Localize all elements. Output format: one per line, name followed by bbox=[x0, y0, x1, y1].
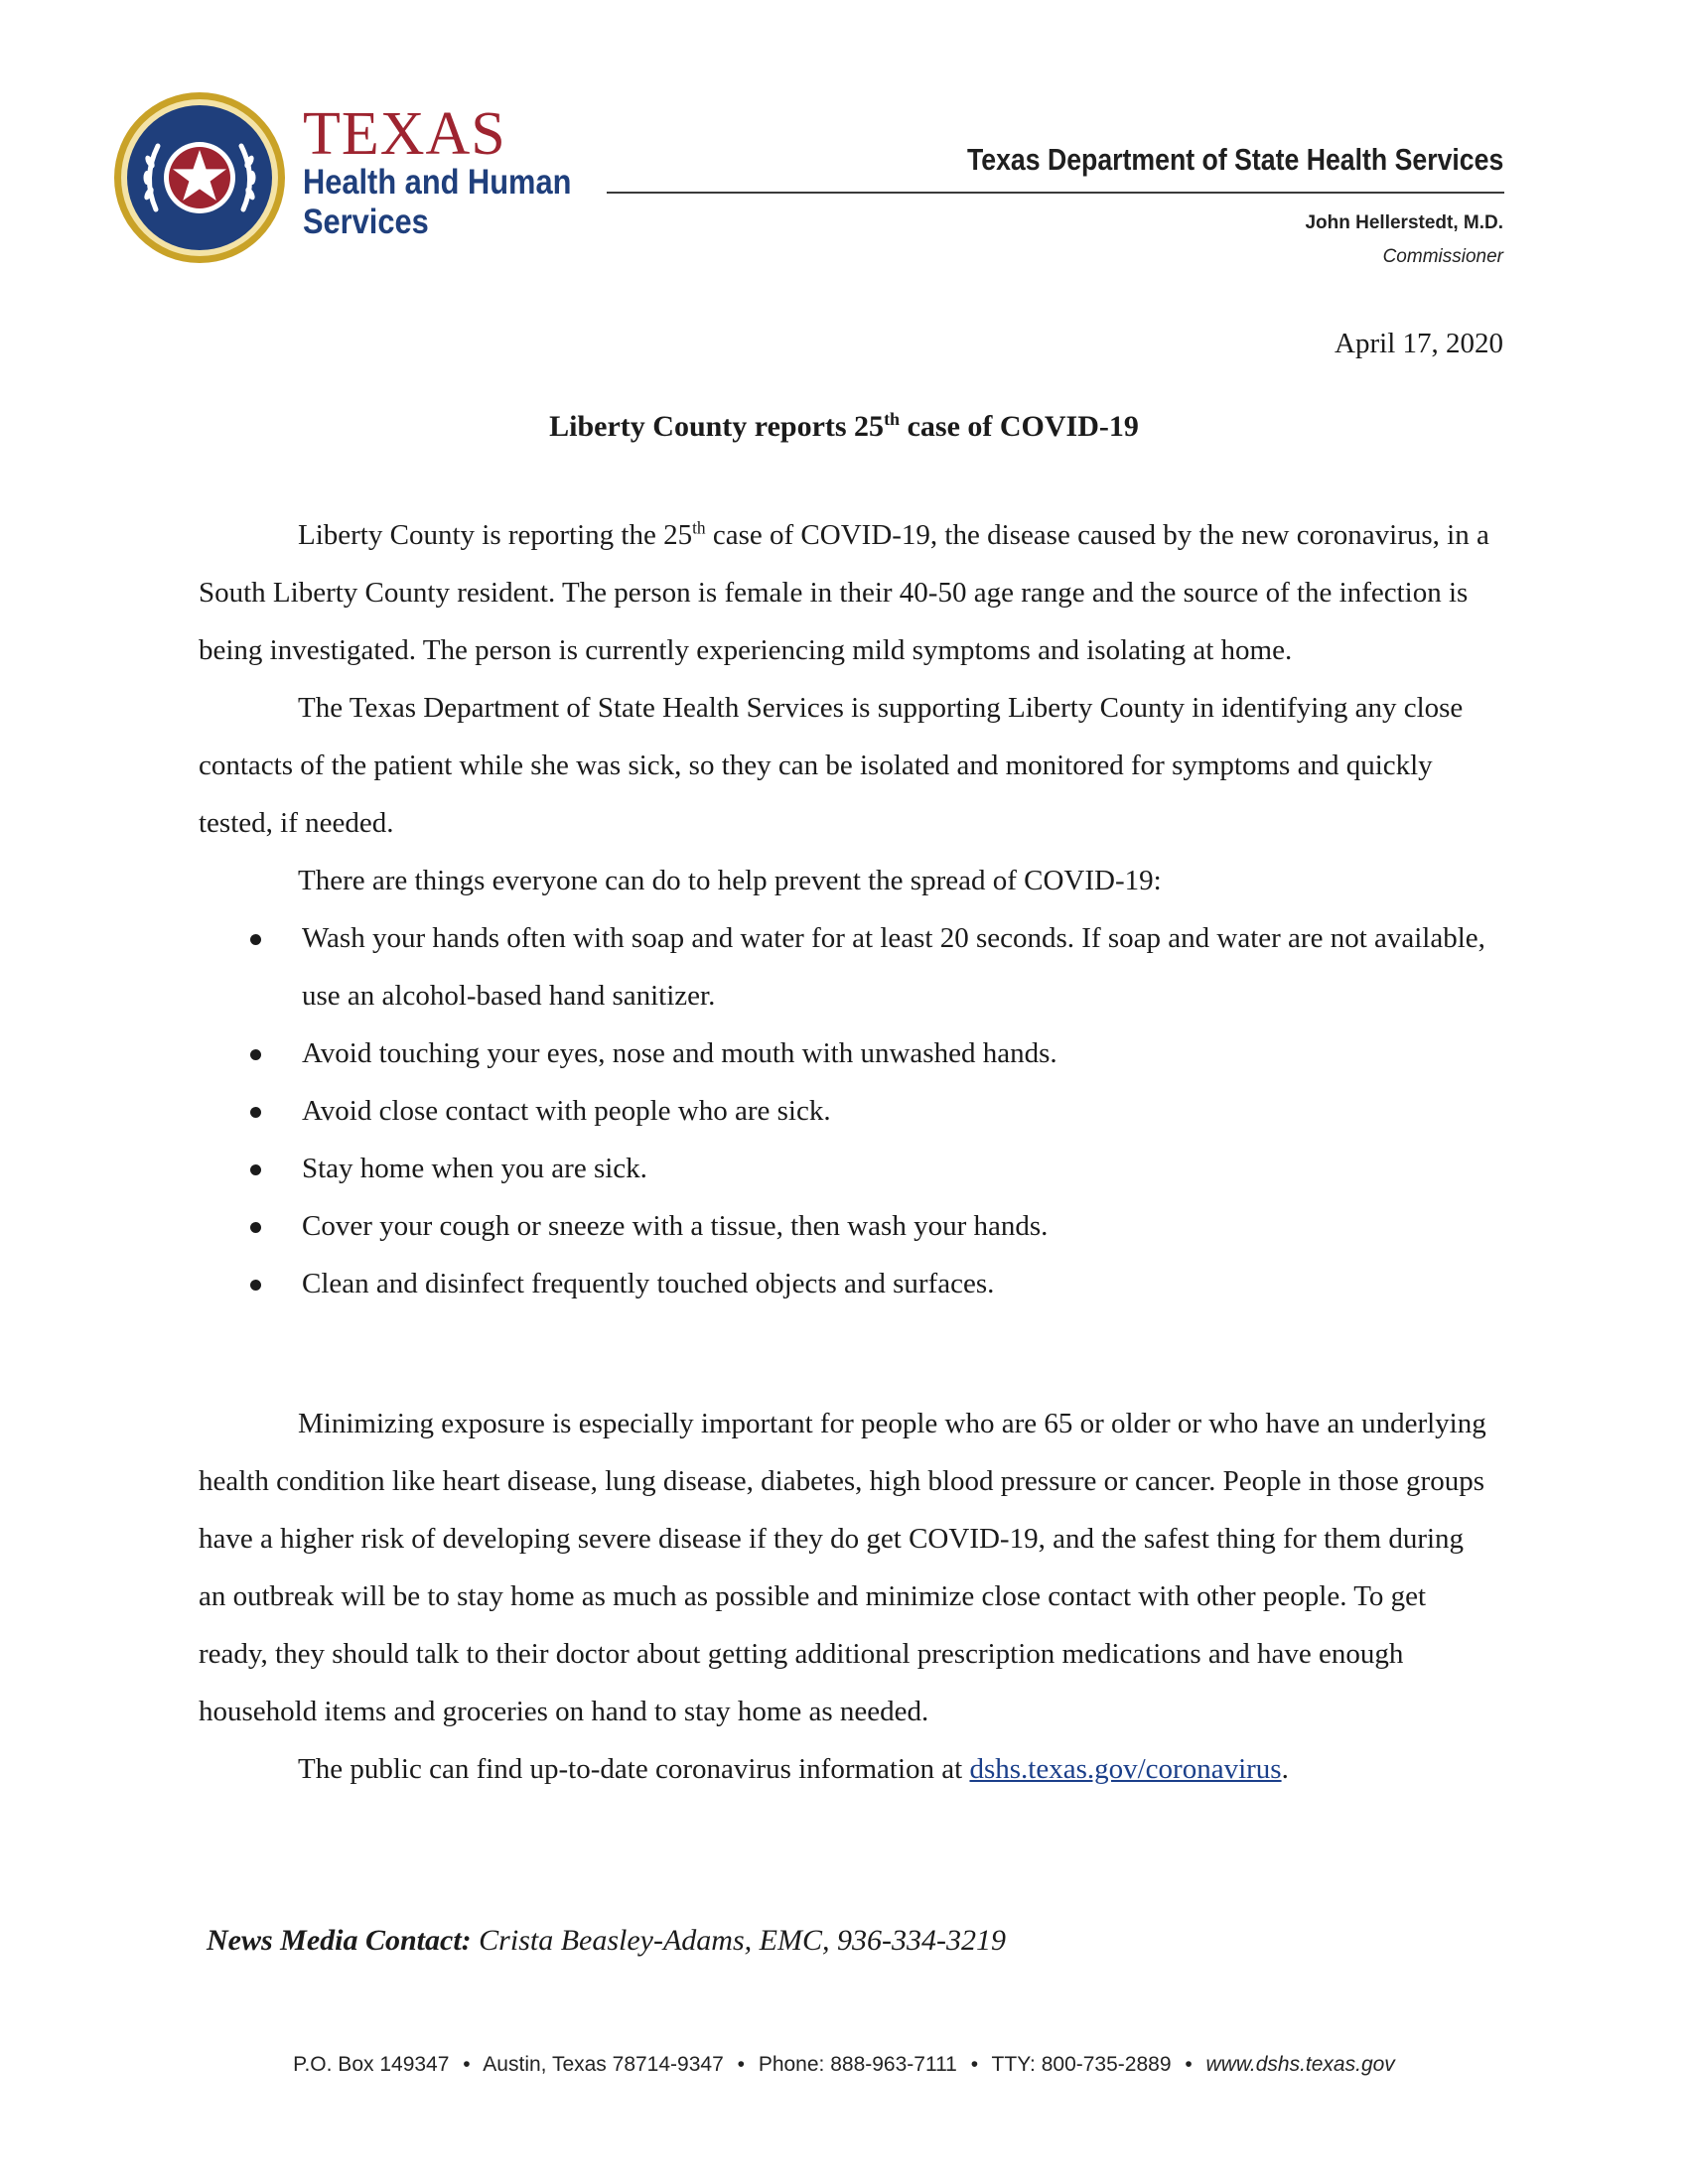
commissioner-name: John Hellerstedt, M.D. bbox=[1305, 212, 1503, 233]
body-section-2 bbox=[199, 1395, 1494, 1798]
headline bbox=[0, 410, 1688, 444]
more-info-text: The public can find up-to-date coronavirus information at bbox=[298, 1753, 970, 1785]
footer-separator: • bbox=[463, 2053, 471, 2076]
footer-separator: • bbox=[1185, 2053, 1193, 2076]
footer-tty: TTY: 800-735-2889 bbox=[991, 2053, 1172, 2076]
list-item-text: Avoid close contact with people who are sick. bbox=[302, 1095, 831, 1127]
logo-hhs-line2: Services bbox=[303, 203, 429, 241]
bullet-icon bbox=[250, 1280, 261, 1291]
list-item bbox=[199, 1140, 1494, 1197]
hhs-wordmark bbox=[303, 100, 608, 242]
footer-separator: • bbox=[737, 2053, 745, 2076]
paragraph-1-ordinal: th bbox=[692, 517, 706, 538]
paragraph-prevention-intro: There are things everyone can do to help prevent the spread of COVID-19: bbox=[298, 865, 1162, 896]
bullet-icon bbox=[250, 1164, 261, 1175]
commissioner-title: Commissioner bbox=[1382, 246, 1503, 267]
list-item bbox=[199, 909, 1494, 1024]
logo-hhs-line1: Health and Human bbox=[303, 163, 572, 202]
paragraph-dshs-support: The Texas Department of State Health Services is supporting Liberty County in identifying any close contacts of the patient while she was sick, so they can be isolated and monitored for symptoms and quickly tested, if needed. bbox=[199, 692, 1464, 839]
footer-separator: • bbox=[970, 2053, 979, 2076]
list-item-text: Wash your hands often with soap and water for at least 20 seconds. If soap and water are not available, use an alcohol-based hand sanitizer. bbox=[302, 922, 1485, 1012]
paragraph-case-report bbox=[199, 506, 1494, 679]
list-item bbox=[199, 1197, 1494, 1255]
footer-po-box: P.O. Box 149347 bbox=[293, 2053, 450, 2076]
list-item bbox=[199, 1255, 1494, 1312]
agency-name: Texas Department of State Health Services bbox=[966, 142, 1503, 177]
media-contact bbox=[207, 1924, 1006, 1958]
footer-website: www.dshs.texas.gov bbox=[1205, 2053, 1395, 2076]
list-item-text: Cover your cough or sneeze with a tissue, then wash your hands. bbox=[302, 1210, 1049, 1242]
seal-icon bbox=[112, 90, 287, 265]
coronavirus-info-link[interactable]: dshs.texas.gov/coronavirus bbox=[969, 1753, 1282, 1785]
release-date: April 17, 2020 bbox=[1335, 328, 1503, 359]
bullet-icon bbox=[250, 1049, 261, 1060]
media-contact-value: Crista Beasley-Adams, EMC, 936-334-3219 bbox=[471, 1924, 1006, 1957]
bullet-icon bbox=[250, 1222, 261, 1233]
header-divider bbox=[607, 192, 1504, 194]
bullet-icon bbox=[250, 1107, 261, 1118]
list-item-text: Clean and disinfect frequently touched objects and surfaces. bbox=[302, 1268, 995, 1299]
list-item-text: Stay home when you are sick. bbox=[302, 1153, 647, 1184]
headline-ordinal: th bbox=[884, 409, 901, 429]
paragraph-high-risk: Minimizing exposure is especially important for people who are 65 or older or who have an underlying health condition like heart disease, lung disease, diabetes, high blood pressure or cancer. People in those groups have a higher risk of developing severe disease if they do get COVID-19, and the safest thing for them during an outbreak will be to stay home as much as possible and minimize close contact with other people. To get ready, they should talk to their doctor about getting additional prescription medications and have enough household items and groceries on hand to stay home as needed. bbox=[199, 1408, 1486, 1727]
footer-phone: Phone: 888-963-7111 bbox=[758, 2053, 957, 2076]
media-contact-label: News Media Contact: bbox=[207, 1924, 472, 1957]
list-item bbox=[199, 1024, 1494, 1082]
headline-text-end: case of COVID-19 bbox=[900, 410, 1139, 443]
list-item-text: Avoid touching your eyes, nose and mouth with unwashed hands. bbox=[302, 1037, 1057, 1069]
logo-texas-text: TEXAS bbox=[303, 100, 506, 168]
more-info-end: . bbox=[1281, 1753, 1289, 1785]
headline-text: Liberty County reports 25 bbox=[549, 410, 885, 443]
paragraph-1-end: case of COVID-19, the disease caused by the new coronavirus, in a South Liberty County resident. The person is female in their 40-50 age range and the source of the infection is being investigated. The person is currently experiencing mild symptoms and isolating at home. bbox=[199, 519, 1489, 666]
paragraph-1-start: Liberty County is reporting the 25 bbox=[298, 519, 693, 551]
bullet-icon bbox=[250, 934, 261, 945]
hhs-seal-logo bbox=[112, 90, 287, 265]
body-section-1 bbox=[199, 506, 1494, 1312]
footer-address-bar bbox=[0, 2053, 1688, 2077]
prevention-list bbox=[199, 909, 1494, 1312]
list-item bbox=[199, 1082, 1494, 1140]
paragraph-more-info bbox=[199, 1740, 1494, 1798]
footer-city: Austin, Texas 78714-9347 bbox=[483, 2053, 724, 2076]
